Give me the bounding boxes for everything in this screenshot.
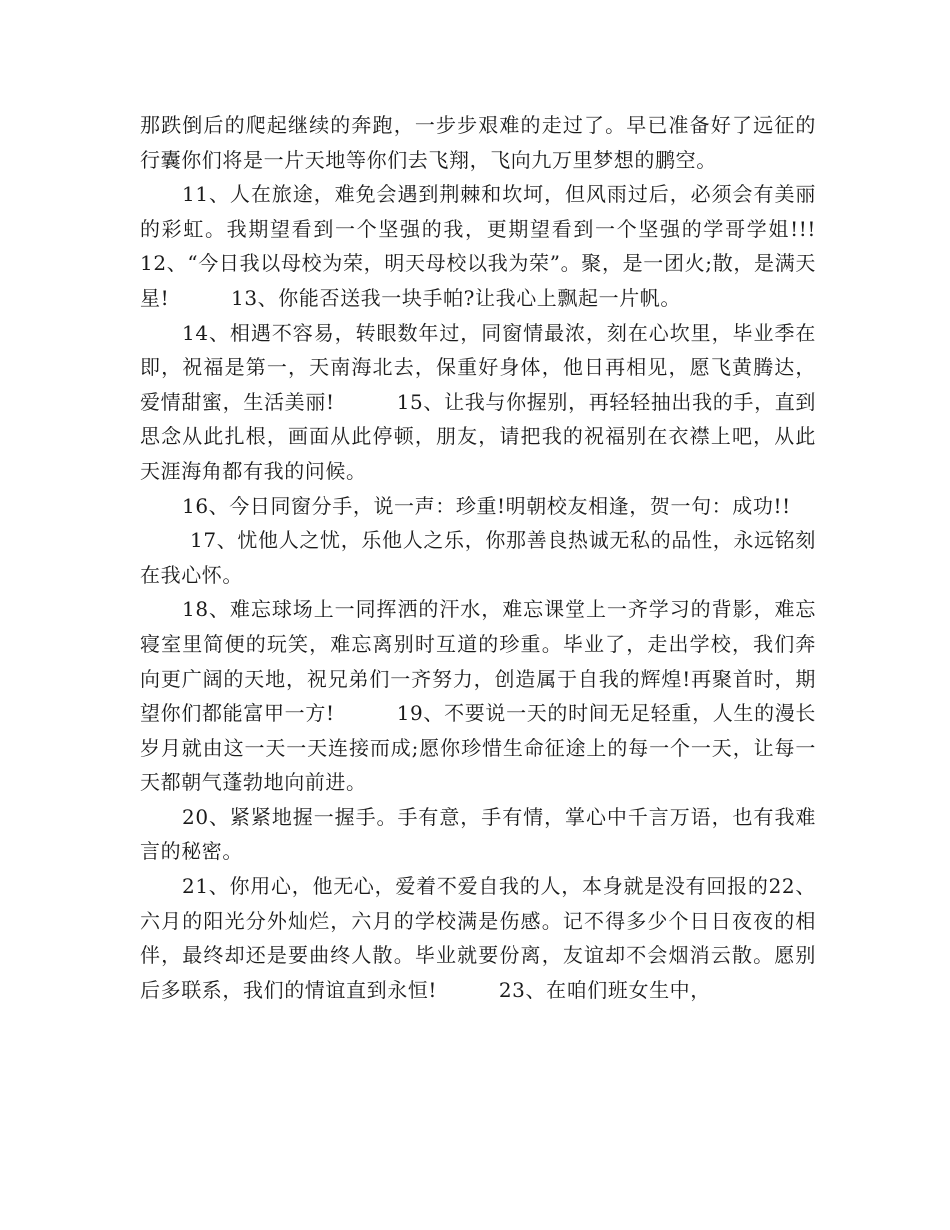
paragraph-5: 17、忧他人之忧，乐他人之乐，你那善良热诚无私的品性，永远铭刻在我心怀。 [140, 528, 816, 587]
paragraph-2: 11、人在旅途，难免会遇到荆棘和坎坷，但风雨过后，必须会有美丽的彩虹。我期望看到一个坚强的我，更期望看到一个坚强的学哥学姐!!! 12、“今日我以母校为荣，明天母校以我为荣”。聚，是一团火;散，是满天星! 13、你能否送我一块手帕?让我心上飘起一片帆。 [140, 182, 878, 310]
paragraph-1: 那跌倒后的爬起继续的奔跑，一步步艰难的走过了。早已准备好了远征的行囊你们将是一片天地等你们去飞翔，飞向九万里梦想的鹏空。 [140, 113, 816, 172]
paragraph-7: 20、紧紧地握一握手。手有意，手有情，掌心中千言万语，也有我难言的秘密。 [140, 804, 816, 864]
document-body [140, 108, 878, 1007]
paragraph-4: 16、今日同窗分手，说一声：珍重!明朝校友相逢，贺一句：成功!! [182, 493, 791, 518]
paragraph-3: 14、相遇不容易，转眼数年过，同窗情最浓，刻在心坎里，毕业季在即，祝福是第一，天南海北去，保重好身体，他日再相见，愿飞黄腾达，爱情甜蜜，生活美丽! 15、让我与你握别，再轻轻抽出我的手，直到思念从此扎根，画面从此停顿，朋友，请把我的祝福别在衣襟上吧，从此天涯海角都有我的问候。 [140, 320, 816, 483]
paragraph-6: 18、难忘球场上一同挥洒的汗水，难忘课堂上一齐学习的背影，难忘寝室里简便的玩笑，难忘离别时互道的珍重。毕业了，走出学校，我们奔向更广阔的天地，祝兄弟们一齐努力，创造属于自我的辉煌!再聚首时，期望你们都能富甲一方! 19、不要说一天的时间无足轻重，人生的漫长岁月就由这一天一天连接而成;愿你珍惜生命征途上的每一个一天，让每一天都朝气蓬勃地向前进。 [140, 597, 816, 795]
paragraph-8: 21、你用心，他无心，爱着不爱自我的人，本身就是没有回报的22、六月的阳光分外灿烂，六月的学校满是伤感。记不得多少个日日夜夜的相伴，最终却还是要曲终人散。毕业就要份离，友谊却不会烟消云散。愿别后多联系，我们的情谊直到永恒! 23、在咱们班女生中， [140, 874, 816, 1002]
